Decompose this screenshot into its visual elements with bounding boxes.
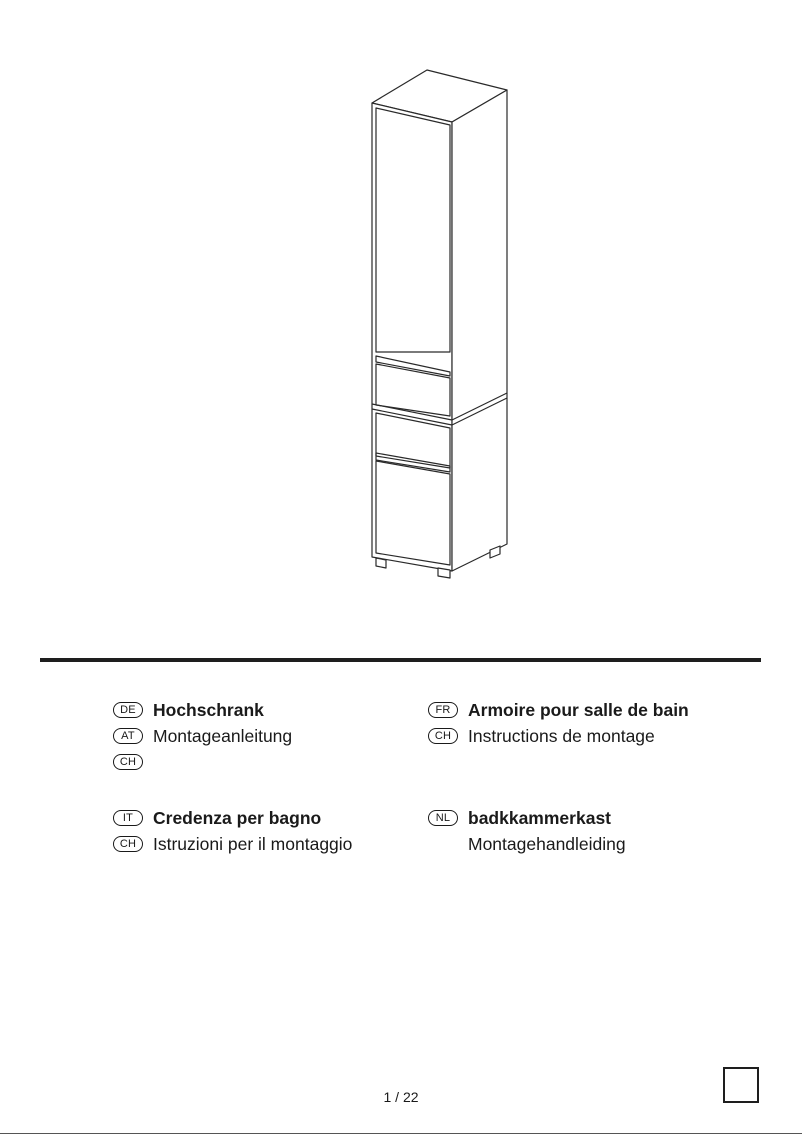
line-title — [428, 805, 626, 831]
page-number: 1 / 22 — [383, 1089, 419, 1105]
country-badge: FR — [428, 702, 458, 718]
section-nl — [428, 805, 626, 857]
country-badge: IT — [113, 810, 143, 826]
instructions-label: Istruzioni per il montaggio — [153, 833, 353, 854]
line-title — [113, 697, 292, 723]
instructions-label: Montagehandleiding — [468, 833, 626, 854]
section-divider — [40, 658, 761, 662]
instructions-label: Montageanleitung — [153, 725, 293, 746]
country-badge: CH — [428, 728, 458, 744]
line-subtitle — [113, 831, 352, 857]
product-title: Armoire pour salle de bain — [468, 699, 689, 720]
line-title — [113, 805, 352, 831]
country-badge: NL — [428, 810, 458, 826]
cabinet-illustration — [355, 62, 525, 582]
line-subtitle — [113, 723, 292, 749]
section-fr — [428, 697, 689, 749]
product-title: Credenza per bagno — [153, 807, 322, 828]
country-badge: AT — [113, 728, 143, 744]
section-it — [113, 805, 352, 857]
country-badge: CH — [113, 836, 143, 852]
section-de — [113, 697, 292, 775]
country-badge: DE — [113, 702, 143, 718]
bottom-edge-line — [0, 1133, 802, 1134]
line-subtitle — [428, 723, 689, 749]
country-badge: CH — [113, 754, 143, 770]
product-title: Hochschrank — [153, 699, 264, 720]
product-title: badkkammerkast — [468, 807, 611, 828]
line-title — [428, 697, 689, 723]
line-subtitle — [428, 831, 626, 857]
line-extra — [113, 749, 292, 775]
corner-box — [723, 1067, 759, 1103]
instructions-label: Instructions de montage — [468, 725, 655, 746]
